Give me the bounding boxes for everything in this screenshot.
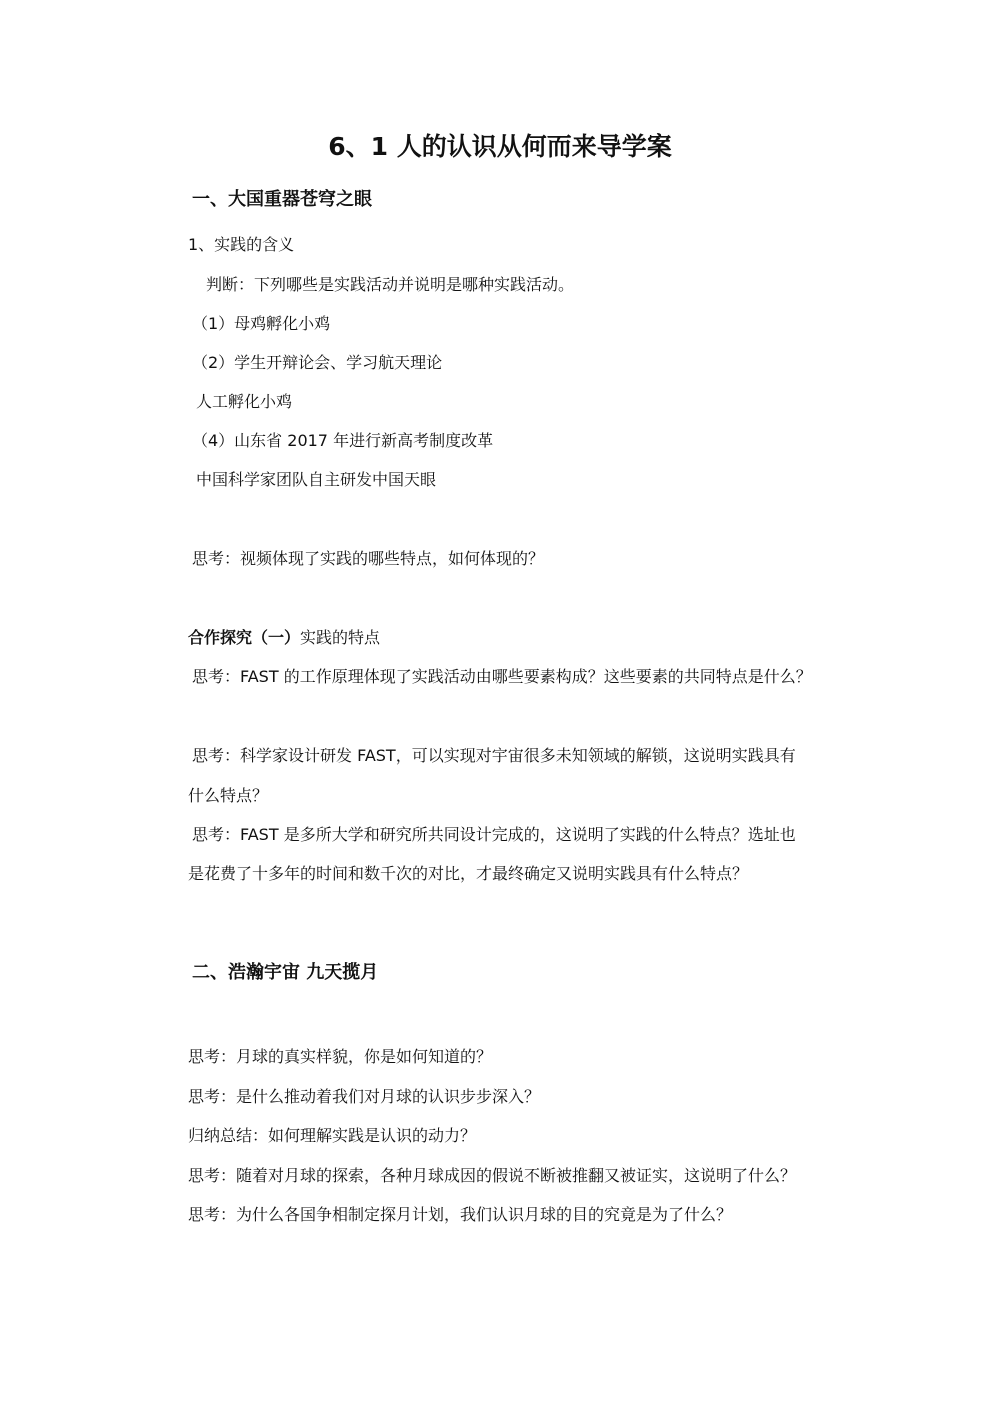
cooperative-inquiry-label: 合作探究（一） bbox=[188, 628, 301, 647]
question-fast-collab-line2: 是花费了十多年的时间和数千次的对比，才最终确定又说明实践具有什么特点？ bbox=[188, 864, 749, 883]
document-title: 6、1 人的认识从何而来导学案 bbox=[328, 132, 672, 161]
cooperative-inquiry-topic: 实践的特点 bbox=[300, 628, 381, 647]
list-item: （2）学生开辩论会、学习航天理论 bbox=[192, 353, 443, 372]
think-video-question: 思考：视频体现了实践的哪些特点，如何体现的？ bbox=[192, 549, 545, 568]
cooperative-inquiry-heading bbox=[188, 628, 380, 648]
question-moon-appearance: 思考：月球的真实样貌，你是如何知道的？ bbox=[188, 1047, 493, 1066]
question-fast-collab-line1: 思考：FAST 是多所大学和研究所共同设计完成的，这说明了实践的什么特点？选址也 bbox=[192, 825, 796, 844]
judge-prompt: 判断：下列哪些是实践活动并说明是哪种实践活动。 bbox=[206, 275, 575, 294]
section-2-heading: 二、浩瀚宇宙 九天揽月 bbox=[192, 962, 379, 983]
question-fast-design-line2: 什么特点？ bbox=[188, 786, 269, 805]
question-fast-design-line1: 思考：科学家设计研发 FAST，可以实现对宇宙很多未知领域的解锁，这说明实践具有 bbox=[192, 746, 796, 765]
list-item: 人工孵化小鸡 bbox=[196, 392, 293, 411]
question-moon-driver: 思考：是什么推动着我们对月球的认识步步深入？ bbox=[188, 1087, 541, 1106]
question-fast-elements: 思考：FAST 的工作原理体现了实践活动由哪些要素构成？这些要素的共同特点是什么？ bbox=[192, 667, 812, 686]
list-item: 中国科学家团队自主研发中国天眼 bbox=[196, 470, 437, 489]
question-moon-purpose: 思考：为什么各国争相制定探月计划，我们认识月球的目的究竟是为了什么？ bbox=[188, 1205, 733, 1224]
list-item: （4）山东省 2017 年进行新高考制度改革 bbox=[192, 431, 494, 450]
list-item: （1）母鸡孵化小鸡 bbox=[192, 314, 331, 333]
summary-practice-motive: 归纳总结：如何理解实践是认识的动力？ bbox=[188, 1126, 477, 1145]
subsection-practice-meaning: 1、实践的含义 bbox=[188, 235, 295, 254]
question-moon-hypotheses: 思考：随着对月球的探索，各种月球成因的假说不断被推翻又被证实，这说明了什么？ bbox=[188, 1166, 797, 1185]
section-1-heading: 一、大国重器苍穹之眼 bbox=[192, 189, 372, 210]
